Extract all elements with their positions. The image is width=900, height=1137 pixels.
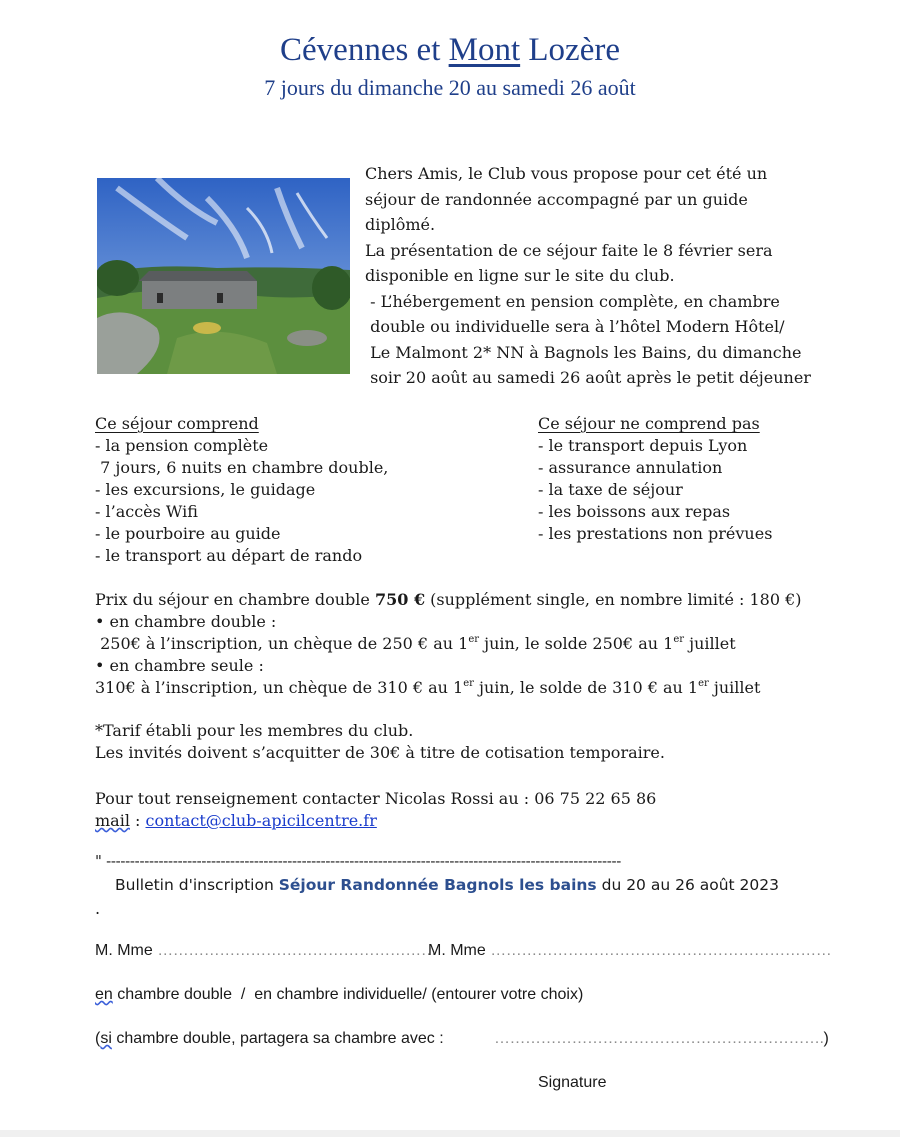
intro-line: La présentation de ce séjour faite le 8 février sera bbox=[365, 240, 773, 260]
includes-item: - la pension complète bbox=[95, 436, 269, 455]
intro-line: Chers Amis, le Club vous propose pour cet été un bbox=[365, 164, 768, 183]
price-section bbox=[95, 589, 802, 699]
single-room-schedule: 310€ à l’inscription, un chèque de 310 € au 1er juin, le solde de 310 € au 1er juillet bbox=[95, 677, 761, 697]
includes-heading: Ce séjour comprend bbox=[95, 414, 259, 433]
page-title: Cévennes et Mont Lozère bbox=[280, 32, 620, 68]
includes-item: - le pourboire au guide bbox=[95, 524, 281, 543]
intro-line: - L’hébergement en pension complète, en chambre bbox=[365, 291, 780, 311]
excludes-section bbox=[538, 413, 772, 545]
contact-section bbox=[95, 788, 656, 832]
mail-line: mail : contact@club-apicilcentre.fr bbox=[95, 811, 377, 830]
intro-paragraph bbox=[365, 161, 811, 391]
room-share-field[interactable]: ……………………………………………………….) bbox=[494, 1030, 829, 1047]
contact-line: Pour tout renseignement contacter Nicolas Rossi au : 06 75 22 65 86 bbox=[95, 789, 657, 808]
intro-line: double ou individuelle sera à l’hôtel Modern Hôtel/ bbox=[365, 317, 785, 336]
tarif-line: *Tarif établi pour les membres du club. bbox=[95, 721, 414, 740]
tarif-line: Les invités doivent s’acquitter de 30€ à titre de cotisation temporaire. bbox=[95, 743, 665, 762]
includes-item: - les excursions, le guidage bbox=[95, 480, 316, 499]
room-share-line: (si chambre double, partagera sa chambre avec : bbox=[95, 1030, 444, 1047]
intro-line: Le Malmont 2* NN à Bagnols les Bains, du dimanche bbox=[365, 342, 802, 362]
signature-label: Signature bbox=[538, 1074, 607, 1091]
name-field-2[interactable]: M. Mme ………………………………………………………… bbox=[428, 942, 832, 959]
page-subtitle: 7 jours du dimanche 20 au samedi 26 août bbox=[264, 75, 636, 100]
includes-item: 7 jours, 6 nuits en chambre double, bbox=[95, 458, 389, 477]
excludes-item: - la taxe de séjour bbox=[538, 480, 683, 499]
excludes-heading: Ce séjour ne comprend pas bbox=[538, 414, 760, 433]
intro-line: soir 20 août au samedi 26 août après le petit déjeuner bbox=[365, 368, 811, 387]
room-choice-line[interactable]: en chambre double / en chambre individuelle/ (entourer votre choix) bbox=[95, 986, 584, 1003]
excludes-item: - les boissons aux repas bbox=[538, 502, 731, 521]
includes-section bbox=[95, 413, 388, 567]
intro-line: séjour de randonnée accompagné par un guide bbox=[365, 189, 748, 209]
excludes-item: - le transport depuis Lyon bbox=[538, 436, 748, 455]
name-field-1[interactable]: M. Mme ……………………………………………… bbox=[95, 942, 437, 959]
email-link[interactable]: contact@club-apicilcentre.fr bbox=[145, 811, 377, 830]
excludes-item: - assurance annulation bbox=[538, 458, 723, 477]
double-room-label: • en chambre double : bbox=[95, 612, 277, 631]
mail-label: mail bbox=[95, 811, 130, 830]
includes-item: - l’accès Wifi bbox=[95, 502, 198, 521]
intro-line: diplômé. bbox=[365, 215, 436, 234]
double-room-schedule: 250€ à l’inscription, un chèque de 250 € au 1er juin, le solde 250€ au 1er juillet bbox=[95, 633, 736, 653]
tarif-note bbox=[95, 720, 665, 764]
intro-line: disponible en ligne sur le site du club. bbox=[365, 266, 675, 285]
landscape-photo bbox=[97, 178, 350, 374]
cut-line: " ------------------------------------------------------------------------------------------------------------ bbox=[95, 852, 622, 870]
includes-item: - le transport au départ de rando bbox=[95, 546, 363, 565]
bulletin-dot: . bbox=[95, 899, 101, 918]
excludes-item: - les prestations non prévues bbox=[538, 524, 773, 543]
price-line: Prix du séjour en chambre double 750 € (supplément single, en nombre limité : 180 €) bbox=[95, 590, 802, 609]
bulletin-title: Bulletin d'inscription Séjour Randonnée Bagnols les bains du 20 au 26 août 2023 bbox=[115, 876, 779, 894]
single-room-label: • en chambre seule : bbox=[95, 656, 264, 675]
